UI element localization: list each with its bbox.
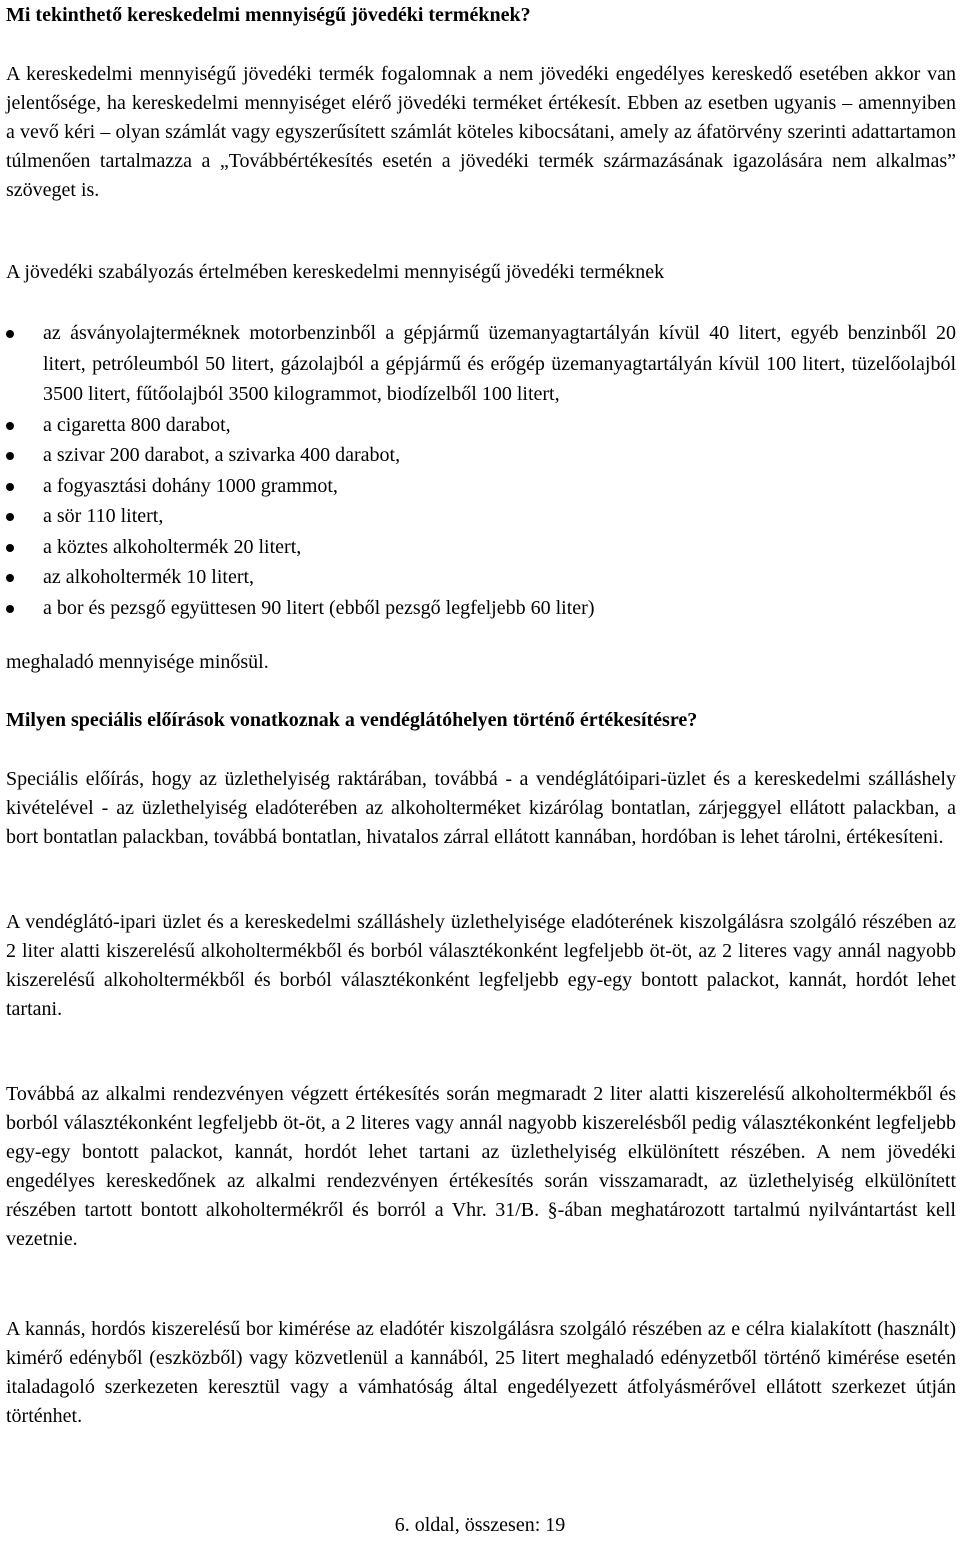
bullet-icon <box>6 605 14 613</box>
paragraph-regulation: A jövedéki szabályozás értelmében kereskedelmi mennyiségű jövedéki terméknek <box>6 261 665 283</box>
bullet-icon <box>6 330 14 338</box>
bullet-icon <box>6 513 14 521</box>
paragraph-opened-bottles: A vendéglátó-ipari üzlet és a kereskedelmi szálláshely üzlethelyisége eladóterének kiszolgálásra szolgáló részében az 2 liter alatti kiszerelésű alkoholtermékből és borból választékonként legfeljebb öt-öt, az 2 literes vagy annál nagyobb kiszerelésű alkoholtermékből és borból választékonként legfeljebb egy-egy bontott palackot, kannát, hordót lehet tartani. <box>6 911 956 1020</box>
list-item: a köztes alkoholtermék 20 litert, <box>6 532 956 563</box>
paragraph-events: Továbbá az alkalmi rendezvényen végzett értékesítés során megmaradt 2 liter alatti kiszerelésű alkoholtermékből és borból választékonként legfeljebb öt-öt, a 2 literes vagy annál nagyobb kiszerelésből pedig választékonként legfeljebb egy-egy bontott palackot, kannát, hordót lehet tartani az üzlethelyiség elkülönített részében. A nem jövedéki engedélyes kereskedőnek az alkalmi rendezvényen értékesítés során visszamaradt, az üzlethelyiség elkülönített részében tartott bontott alkoholtermékről és borról a Vhr. 31/B. §-ában meghatározott tartalmú nyilvántartást kell vezetnie. <box>6 1083 956 1250</box>
paragraph-storage: Speciális előírás, hogy az üzlethelyiség raktárában, továbbá - a vendéglátóipari-üzlet és a kereskedelmi szálláshely kivételével - az üzlethelyiség eladóterében az alkoholterméket kizárólag bontatlan, zárjeggyel ellátott palackban, a bort bontatlan palackban, továbbá bontatlan, hivatalos zárral ellátott kannában, hordóban is lehet tárolni, értékesíteni. <box>6 768 956 848</box>
list-item: a sör 110 litert, <box>6 501 956 532</box>
list-conclusion: meghaladó mennyisége minősül. <box>6 651 269 673</box>
bullet-icon <box>6 574 14 582</box>
list-item: a cigaretta 800 darabot, <box>6 410 956 441</box>
heading-hospitality-rules: Milyen speciális előírások vonatkoznak a vendéglátóhelyen történő értékesítésre? <box>6 709 698 731</box>
list-item: az ásványolajterméknek motorbenzinből a gépjármű üzemanyagtartályán kívül 40 litert, egyéb benzinből 20 litert, petróleumból 50 litert, gázolajból a gépjármű és erőgép üzemanyagtartályán kívül 100 litert, tüzelőolajból 3500 litert, fűtőolajból 3500 kilogrammot, biodízelből 100 litert, <box>6 318 956 410</box>
quantity-list <box>6 318 956 623</box>
list-item: a fogyasztási dohány 1000 grammot, <box>6 471 956 502</box>
list-item: a bor és pezsgő együttesen 90 litert (ebből pezsgő legfeljebb 60 liter) <box>6 593 956 624</box>
list-item: az alkoholtermék 10 litert, <box>6 562 956 593</box>
bullet-icon <box>6 483 14 491</box>
bullet-icon <box>6 544 14 552</box>
paragraph-intro: A kereskedelmi mennyiségű jövedéki termék fogalomnak a nem jövedéki engedélyes kereskedő esetében akkor van jelentősége, ha kereskedelmi mennyiséget elérő jövedéki terméket értékesít. Ebben az esetben ugyanis – amennyiben a vevő kéri – olyan számlát vagy egyszerűsített számlát köteles kibocsátani, amely az áfatörvény szerinti adattartamon túlmenően tartalmazza a „Továbbértékesítés esetén a jövedéki termék származásának igazolására nem alkalmas” szöveget is. <box>6 63 956 201</box>
page-number: 6. oldal, összesen: 19 <box>394 1514 566 1536</box>
list-item: a szivar 200 darabot, a szivarka 400 darabot, <box>6 440 956 471</box>
bullet-icon <box>6 452 14 460</box>
paragraph-wine-dispensing: A kannás, hordós kiszerelésű bor kimérése az eladótér kiszolgálásra szolgáló részében az e célra kialakított (használt) kimérő edényből (eszközből) vagy közvetlenül a kannából, 25 litert meghaladó edényzetből történő kimérése esetén italadagoló szerkezeten keresztül vagy a vámhatóság által engedélyezett átfolyásmérővel ellátott szerkezet útján történhet. <box>6 1318 956 1427</box>
bullet-icon <box>6 422 14 430</box>
heading-commercial-quantity: Mi tekinthető kereskedelmi mennyiségű jövedéki terméknek? <box>6 4 531 26</box>
